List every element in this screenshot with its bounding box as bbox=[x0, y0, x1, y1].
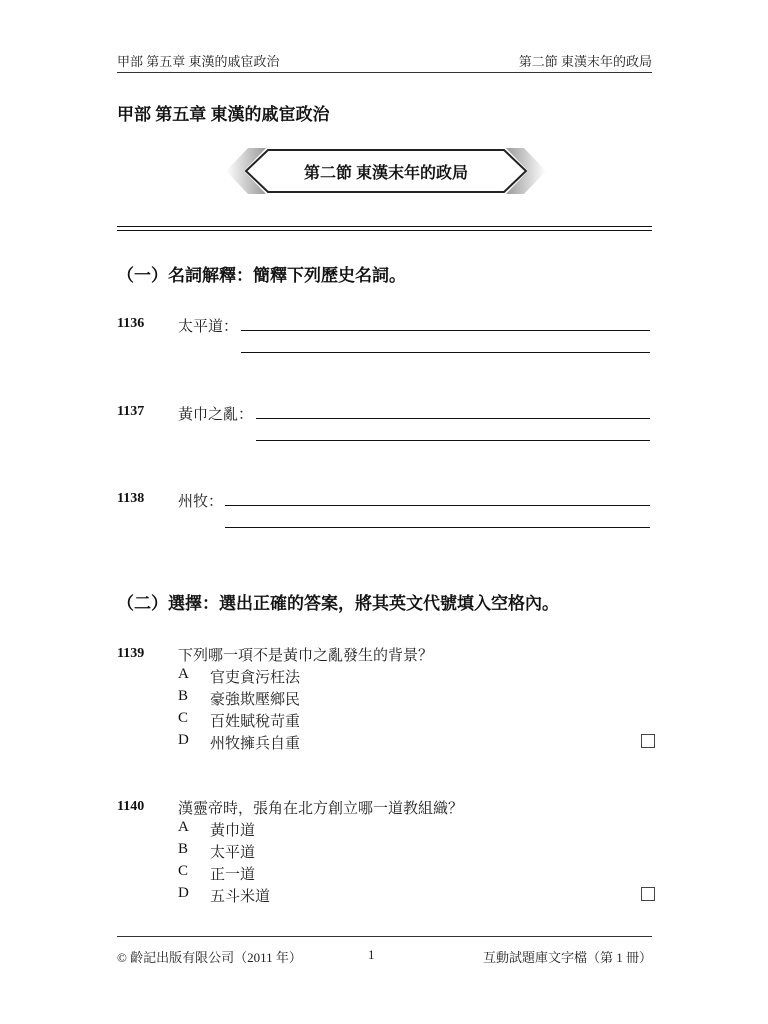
question-number: 1137 bbox=[117, 404, 145, 419]
option-text: 正一道 bbox=[210, 867, 256, 883]
option-letter: D bbox=[178, 732, 189, 748]
answer-line[interactable] bbox=[241, 352, 650, 353]
answer-line[interactable] bbox=[225, 505, 650, 506]
part2-title: （二）選擇：選出正確的答案，將其英文代號填入空格內。 bbox=[117, 594, 559, 613]
header-rule bbox=[117, 72, 652, 73]
option-text: 太平道 bbox=[210, 845, 256, 861]
divider-top bbox=[117, 226, 652, 227]
term-label: 太平道： bbox=[178, 319, 239, 335]
option-letter: D bbox=[178, 885, 189, 901]
question-number: 1140 bbox=[117, 799, 145, 814]
part1-title: （一）名詞解釋：簡釋下列歷史名詞。 bbox=[117, 266, 406, 285]
term-label: 州牧： bbox=[178, 494, 224, 510]
footer-copyright: © 齡記出版有限公司（2011 年） bbox=[117, 950, 302, 965]
page-number: 1 bbox=[368, 947, 375, 962]
question-number: 1139 bbox=[117, 646, 145, 661]
option-letter: B bbox=[178, 688, 189, 704]
answer-line[interactable] bbox=[225, 527, 650, 528]
question-number: 1138 bbox=[117, 491, 145, 506]
option-letter: C bbox=[178, 710, 189, 726]
option-letter: B bbox=[178, 841, 189, 857]
answer-line[interactable] bbox=[256, 418, 650, 419]
footer-rule bbox=[117, 936, 652, 937]
question-text: 漢靈帝時，張角在北方創立哪一道教組織？ bbox=[178, 801, 464, 817]
divider-bottom bbox=[117, 230, 652, 231]
question-number: 1136 bbox=[117, 316, 145, 331]
option-text: 黃巾道 bbox=[210, 823, 256, 839]
option-letter: A bbox=[178, 819, 189, 835]
chapter-title: 甲部 第五章 東漢的戚宦政治 bbox=[117, 105, 330, 124]
answer-line[interactable] bbox=[241, 330, 650, 331]
option-text: 官吏貪污枉法 bbox=[210, 670, 301, 686]
option-letter: C bbox=[178, 863, 189, 879]
term-label: 黃巾之亂： bbox=[178, 407, 254, 423]
banner-title: 第二節 東漢末年的政局 bbox=[303, 165, 468, 182]
question-text: 下列哪一項不是黃巾之亂發生的背景？ bbox=[178, 648, 434, 664]
option-text: 百姓賦稅苛重 bbox=[210, 714, 301, 730]
footer-right: 互動試題庫文字檔（第 1 冊） bbox=[482, 950, 652, 965]
answer-box[interactable] bbox=[641, 734, 655, 748]
option-text: 五斗米道 bbox=[210, 889, 271, 905]
answer-box[interactable] bbox=[641, 887, 655, 901]
section-banner bbox=[226, 148, 546, 194]
header-left: 甲部 第五章 東漢的戚宦政治 bbox=[117, 54, 280, 69]
option-text: 州牧擁兵自重 bbox=[210, 736, 301, 752]
option-text: 豪強欺壓鄉民 bbox=[210, 692, 301, 708]
answer-line[interactable] bbox=[256, 440, 650, 441]
option-letter: A bbox=[178, 666, 189, 682]
header-right: 第二節 東漢末年的政局 bbox=[518, 54, 652, 69]
